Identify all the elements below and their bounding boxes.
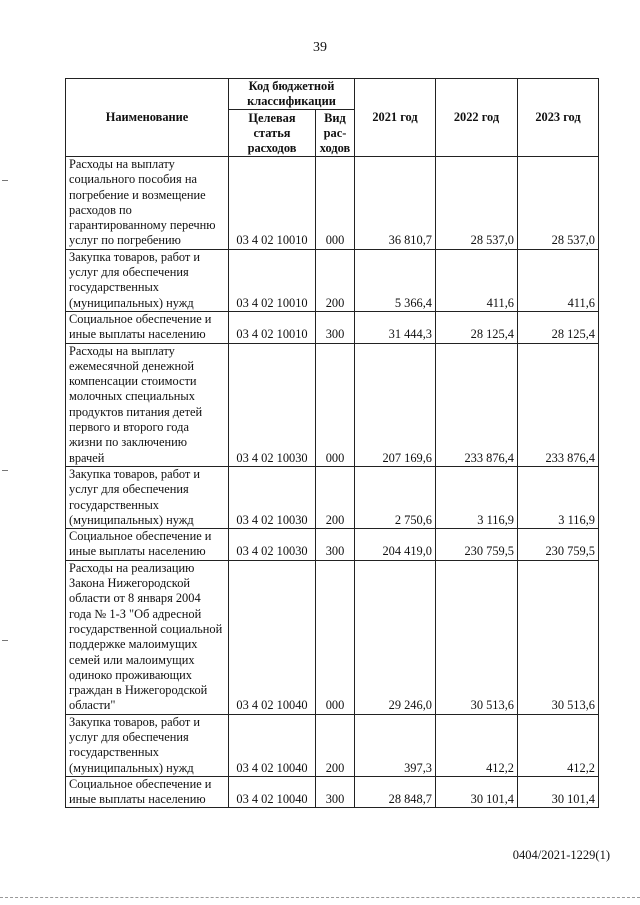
row-value-2023: 411,6 <box>518 249 599 311</box>
row-expense-kind: 000 <box>316 157 355 250</box>
row-value-2023: 28 537,0 <box>518 157 599 250</box>
row-value-2022: 230 759,5 <box>436 529 518 561</box>
document-id: 0404/2021-1229(1) <box>512 848 610 862</box>
row-value-2021: 397,3 <box>355 714 436 776</box>
row-target-code: 03 4 02 10010 <box>229 157 316 250</box>
row-name: Социальное обеспечение и иные выплаты населению <box>66 776 229 808</box>
row-expense-kind: 200 <box>316 714 355 776</box>
row-value-2022: 411,6 <box>436 249 518 311</box>
row-name: Расходы на выплату социального пособия на погребение и возмещение расходов по гарантированному перечню услуг по погребению <box>66 157 229 250</box>
table-row <box>66 714 599 776</box>
row-name: Социальное обеспечение и иные выплаты населению <box>66 529 229 561</box>
budget-table <box>65 78 599 808</box>
table-row <box>66 466 599 528</box>
row-name: Закупка товаров, работ и услуг для обеспечения государственных (муниципальных) нужд <box>66 714 229 776</box>
row-value-2022: 28 537,0 <box>436 157 518 250</box>
row-value-2021: 5 366,4 <box>355 249 436 311</box>
row-name: Расходы на выплату ежемесячной денежной компенсации стоимости молочных специальных продуктов питания детей первого и второго года жизни по заключению врачей <box>66 343 229 466</box>
page-number: 39 <box>313 40 327 55</box>
table-body <box>66 157 599 808</box>
header-2021: 2021 год <box>355 79 436 157</box>
row-value-2021: 31 444,3 <box>355 311 436 343</box>
row-target-code: 03 4 02 10030 <box>229 343 316 466</box>
row-value-2021: 2 750,6 <box>355 466 436 528</box>
header-name: Наименование <box>66 79 229 157</box>
row-value-2022: 30 101,4 <box>436 776 518 808</box>
table-row <box>66 560 599 714</box>
row-value-2022: 30 513,6 <box>436 560 518 714</box>
table-row <box>66 157 599 250</box>
header-kind: Вид рас-ходов <box>316 110 355 157</box>
row-value-2021: 36 810,7 <box>355 157 436 250</box>
row-expense-kind: 000 <box>316 560 355 714</box>
table-row <box>66 311 599 343</box>
row-name: Закупка товаров, работ и услуг для обеспечения государственных (муниципальных) нужд <box>66 249 229 311</box>
row-value-2023: 30 513,6 <box>518 560 599 714</box>
row-value-2023: 30 101,4 <box>518 776 599 808</box>
row-expense-kind: 300 <box>316 529 355 561</box>
row-value-2021: 207 169,6 <box>355 343 436 466</box>
row-target-code: 03 4 02 10030 <box>229 466 316 528</box>
row-expense-kind: 000 <box>316 343 355 466</box>
row-value-2023: 233 876,4 <box>518 343 599 466</box>
row-value-2022: 28 125,4 <box>436 311 518 343</box>
scan-edge-rule <box>0 897 640 898</box>
row-value-2021: 29 246,0 <box>355 560 436 714</box>
table-row <box>66 249 599 311</box>
row-name: Социальное обеспечение и иные выплаты населению <box>66 311 229 343</box>
row-target-code: 03 4 02 10010 <box>229 311 316 343</box>
row-name: Расходы на реализацию Закона Нижегородской области от 8 января 2004 года № 1-З "Об адресной государственной социальной поддержке малоимущих семей или малоимущих одиноко проживающих граждан в Нижегородской области" <box>66 560 229 714</box>
row-target-code: 03 4 02 10040 <box>229 714 316 776</box>
row-value-2021: 28 848,7 <box>355 776 436 808</box>
header-2022: 2022 год <box>436 79 518 157</box>
margin-mark <box>2 640 8 641</box>
row-value-2021: 204 419,0 <box>355 529 436 561</box>
row-value-2022: 233 876,4 <box>436 343 518 466</box>
row-target-code: 03 4 02 10040 <box>229 560 316 714</box>
row-target-code: 03 4 02 10040 <box>229 776 316 808</box>
row-value-2023: 3 116,9 <box>518 466 599 528</box>
row-value-2022: 412,2 <box>436 714 518 776</box>
row-value-2022: 3 116,9 <box>436 466 518 528</box>
row-expense-kind: 300 <box>316 776 355 808</box>
table-row <box>66 343 599 466</box>
table-row <box>66 529 599 561</box>
row-value-2023: 412,2 <box>518 714 599 776</box>
row-target-code: 03 4 02 10010 <box>229 249 316 311</box>
header-2023: 2023 год <box>518 79 599 157</box>
header-code-group: Код бюджетной классификации <box>229 79 355 110</box>
row-expense-kind: 200 <box>316 466 355 528</box>
table-row <box>66 776 599 808</box>
row-expense-kind: 300 <box>316 311 355 343</box>
row-value-2023: 28 125,4 <box>518 311 599 343</box>
row-value-2023: 230 759,5 <box>518 529 599 561</box>
row-target-code: 03 4 02 10030 <box>229 529 316 561</box>
row-expense-kind: 200 <box>316 249 355 311</box>
row-name: Закупка товаров, работ и услуг для обеспечения государственных (муниципальных) нужд <box>66 466 229 528</box>
margin-mark <box>2 470 8 471</box>
header-target: Целевая статья расходов <box>229 110 316 157</box>
margin-mark <box>2 180 8 181</box>
